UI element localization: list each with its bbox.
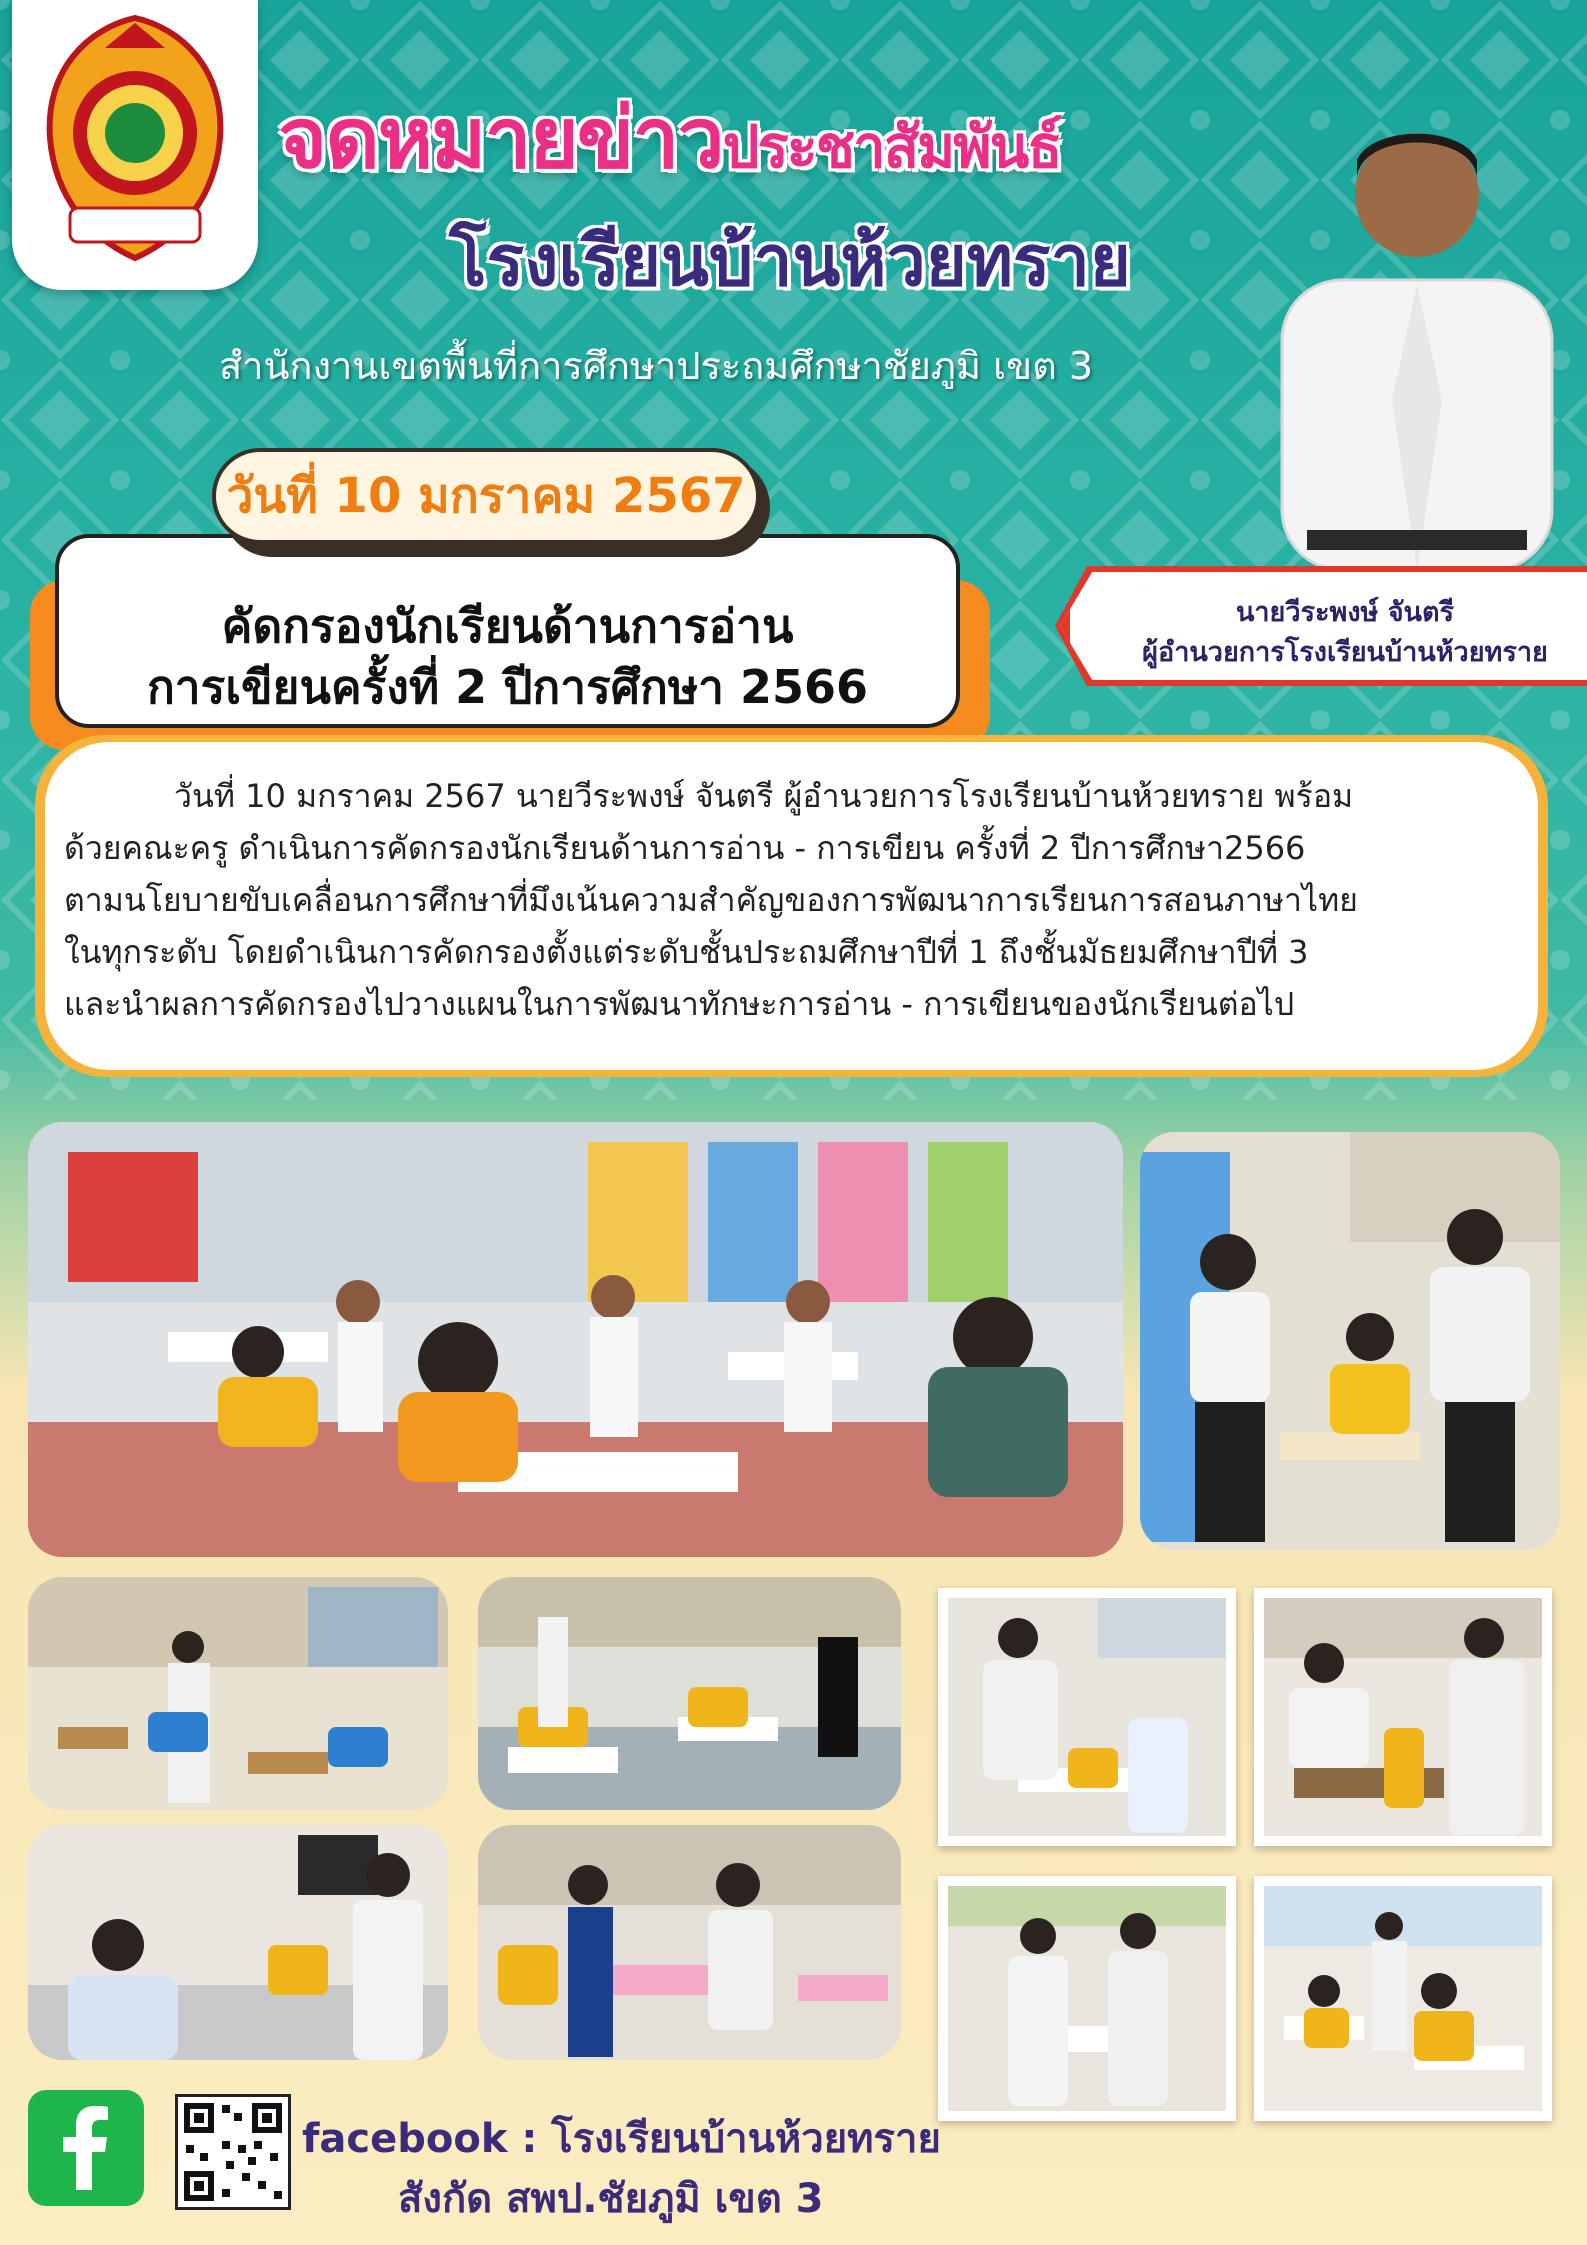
education-office: สำนักงานเขตพื้นที่การศึกษาประถมศึกษาชัยภูมิ เขต 3 [218, 344, 1094, 388]
date-pill: วันที่ 10 มกราคม 2567 [212, 448, 760, 544]
body-text [64, 770, 1504, 1030]
director-photo [1262, 110, 1572, 570]
director-position: ผู้อำนวยการโรงเรียนบ้านห้วยทราย [1142, 637, 1548, 668]
classroom-photo-3 [478, 1577, 901, 1810]
headline-box [55, 534, 960, 728]
classroom-photo-2 [28, 1577, 448, 1810]
classroom-photo-teacher [1140, 1132, 1560, 1550]
newsletter-title: จดหมายข่าวประชาสัมพันธ์ [278, 89, 1061, 187]
body-line: วันที่ 10 มกราคม 2567 นายวีระพงษ์ จันตรี ผู้อำนวยการโรงเรียนบ้านห้วยทราย พร้อม [174, 777, 1354, 815]
classroom-photo-9 [1254, 1876, 1552, 2121]
headline-line-2: การเขียนครั้งที่ 2 ปีการศึกษา 2566 [146, 660, 869, 714]
affiliation-text: สังกัด สพป.ชัยภูมิ เขต 3 [398, 2176, 824, 2222]
classroom-photo-main [28, 1122, 1123, 1557]
school-name: โรงเรียนบ้านห้วยทราย [449, 220, 1131, 302]
classroom-photo-7 [478, 1825, 901, 2060]
classroom-photo-6 [28, 1825, 448, 2060]
body-line: ตามนโยบายขับเคลื่อนการศึกษาที่มึงเน้นความสำคัญของการพัฒนาการเรียนการสอนภาษาไทย [64, 881, 1358, 919]
classroom-photo-4 [938, 1588, 1236, 1846]
facebook-icon[interactable] [28, 2090, 144, 2206]
facebook-page-link[interactable]: facebook : โรงเรียนบ้านห้วยทราย [302, 2116, 941, 2162]
body-line: ในทุกระดับ โดยดำเนินการคัดกรองตั้งแต่ระดับชั้นประถมศึกษาปีที่ 1 ถึงชั้นมัธยมศึกษาปีที่ 3 [64, 933, 1309, 971]
body-line: และนำผลการคัดกรองไปวางแผนในการพัฒนาทักษะการอ่าน - การเขียนของนักเรียนต่อไป [64, 985, 1295, 1023]
director-name: นายวีระพงษ์ จันตรี [1235, 597, 1455, 628]
school-logo [12, 0, 258, 290]
qr-code [175, 2094, 291, 2210]
classroom-photo-5 [1254, 1588, 1552, 1846]
body-line: ด้วยคณะครู ดำเนินการคัดกรองนักเรียนด้านการอ่าน - การเขียน ครั้งที่ 2 ปีการศึกษา2566 [64, 829, 1306, 867]
headline-line-1: คัดกรองนักเรียนด้านการอ่าน [221, 599, 794, 653]
classroom-photo-8 [938, 1876, 1236, 2121]
